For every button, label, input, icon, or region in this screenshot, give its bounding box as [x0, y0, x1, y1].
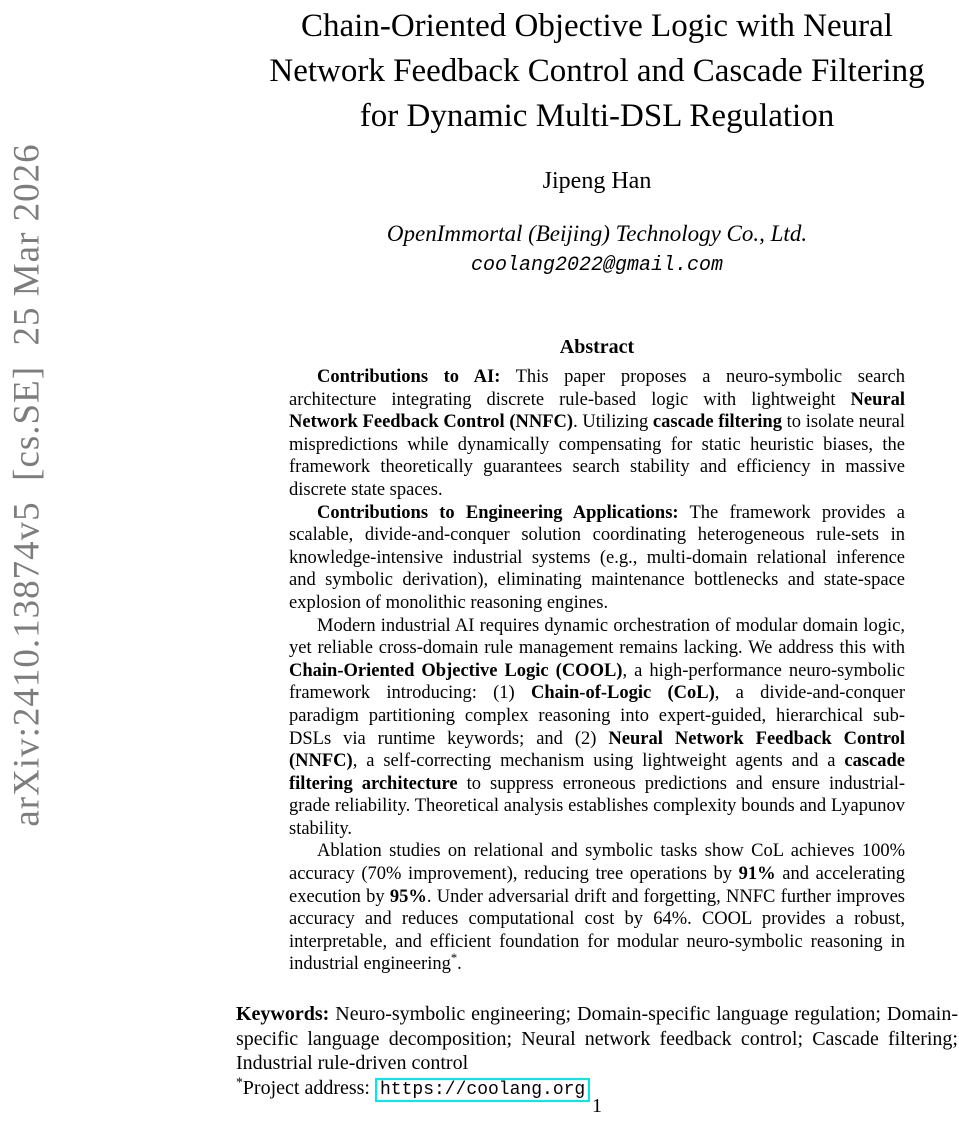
abstract-paragraph: Contributions to Engineering Applications: The framework provides a scalable, divide-and-conquer solution coordinating heterogeneous rule-sets in knowledge-intensive industrial systems (e.g., multi-domain relational inference and symbolic derivation), eliminating maintenance bottlenecks and state-space explosion of monolithic reasoning engines. [289, 502, 905, 613]
paper-title-line: Network Feedback Control and Cascade Filtering [269, 53, 925, 89]
abstract-paragraph: Modern industrial AI requires dynamic orchestration of modular domain logic, yet reliable cross-domain rule management remains lacking. We address this with Chain-Oriented Objective Logic (COOL), a high-performance neuro-symbolic framework introducing: (1) Chain-of-Logic (CoL), a divide-and-conquer paradigm partitioning complex reasoning into expert-guided, hierarchical sub-DSLs via runtime keywords; and (2) Neural Network Feedback Control (NNFC), a self-correcting mechanism using lightweight agents and a cascade filtering architecture to suppress erroneous predictions and ensure industrial-grade reliability. Theoretical analysis establishes complexity bounds and Lyapunov stability. [289, 615, 905, 839]
footnote-label: Project address: [242, 1076, 375, 1099]
author-name: Jipeng Han [542, 168, 652, 194]
paper-title-line: Chain-Oriented Objective Logic with Neural [301, 8, 893, 44]
abstract-heading: Abstract [559, 336, 635, 358]
page-number: 1 [592, 1095, 602, 1117]
paper-title [236, 4, 958, 139]
keywords-paragraph: Keywords: Neuro-symbolic engineering; Domain-specific language regulation; Domain-specific language decomposition; Neural network feedback control; Cascade filtering; Industrial rule-driven control [236, 1003, 958, 1075]
author-affiliation: OpenImmortal (Beijing) Technology Co., Ltd. [386, 221, 808, 246]
paper-page [236, 4, 958, 1102]
abstract-body [289, 366, 905, 976]
paper-title-line: for Dynamic Multi-DSL Regulation [359, 98, 835, 134]
abstract-paragraph: Contributions to AI: This paper proposes a neuro-symbolic search architecture integrating discrete rule-based logic with lightweight Neural Network Feedback Control (NNFC). Utilizing cascade filtering to isolate neural mispredictions while dynamically compensating for static heuristic biases, the framework theoretically guarantees search stability and efficiency in massive discrete state spaces. [289, 367, 906, 500]
footnote-marker: * [236, 1073, 243, 1089]
abstract-paragraph: Ablation studies on relational and symbolic tasks show CoL achieves 100% accuracy (70% improvement), reducing tree operations by 91% and accelerating execution by 95%. Under adversarial drift and forgetting, NNFC further improves accuracy and reduces computational cost by 64%. COOL provides a robust, interpretable, and efficient foundation for modular neuro-symbolic reasoning in industrial engineering*. [289, 841, 906, 975]
arxiv-watermark: arXiv:2410.13874v5 [cs.SE] 25 Mar 2026 [6, 143, 48, 827]
project-url-link[interactable]: https://coolang.org [375, 1078, 590, 1102]
author-email: coolang2022@gmail.com [470, 254, 724, 277]
